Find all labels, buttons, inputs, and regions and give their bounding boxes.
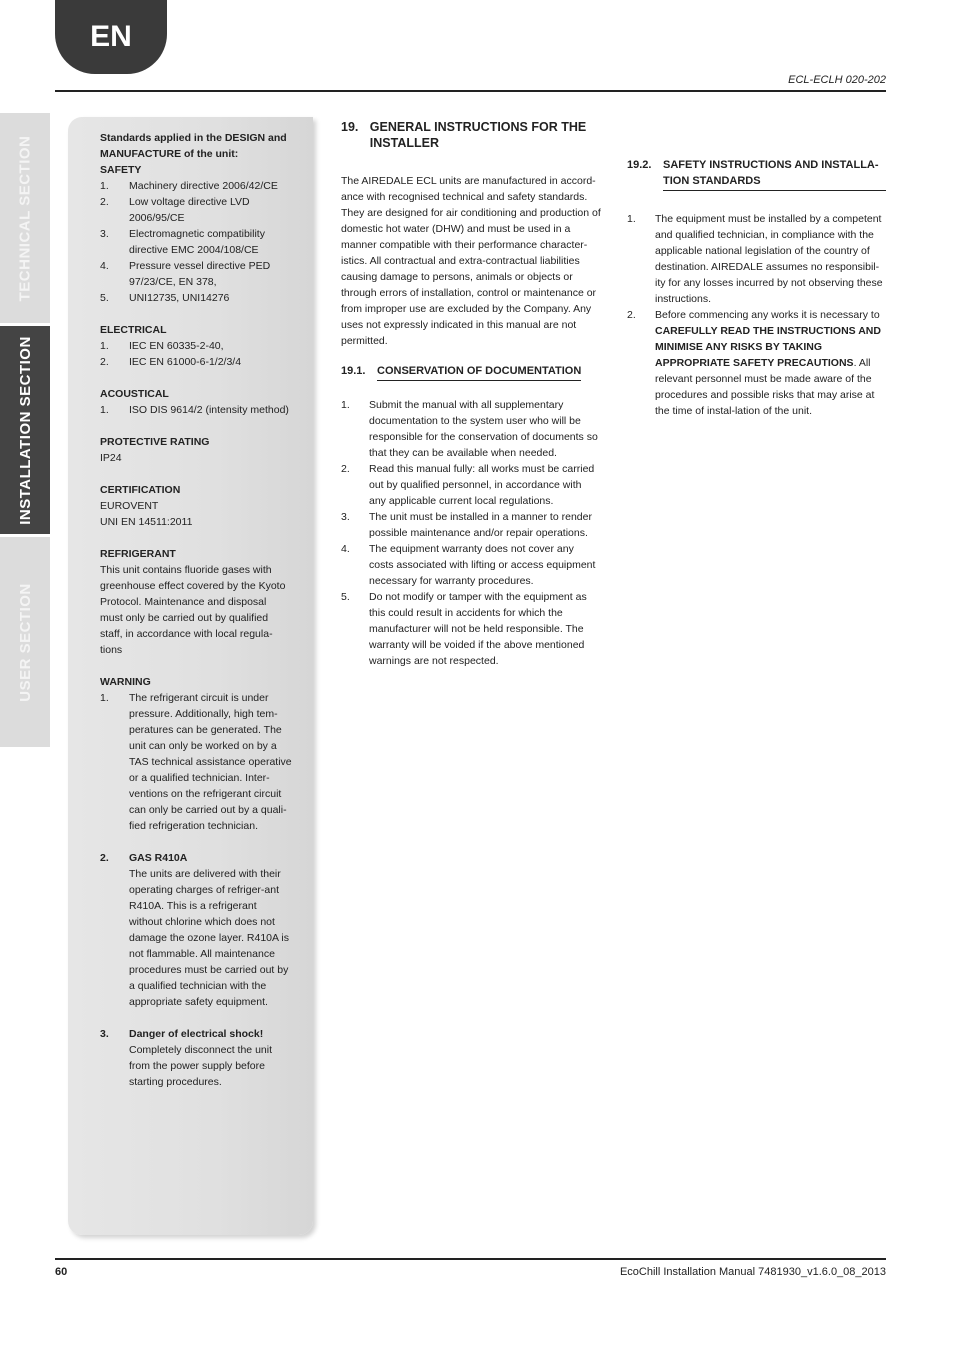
list-item-text: The unit must be installed in a manner to render possible maintenance and/or repair operations. (369, 511, 592, 539)
warning-item-title: Danger of electrical shock! (129, 1028, 264, 1040)
side-tab-user-label: USER SECTION (16, 582, 34, 702)
section-heading (341, 119, 601, 151)
subsection-number: 19.2. (627, 159, 652, 171)
warning-item-text: The refrigerant circuit is under pressure. Additionally, high tem-peratures can be generated. The unit can only be worked on by a TAS technical assistance operative or a qualified technician. Inter-ventions on the refrigerant circuit can only be carried out by a quali-fied refrigeration technician. (129, 692, 292, 832)
documentation-list (341, 397, 601, 669)
list-item-text: Read this manual fully: all works must be carried out by qualified personnel, in accordance with any applicable current local regulations. (369, 463, 595, 507)
list-item (341, 509, 601, 541)
side-tab-installation[interactable] (0, 326, 50, 534)
list-item (100, 402, 292, 418)
warning-item (100, 690, 292, 834)
main-column (341, 119, 601, 669)
list-item-number: 5. (341, 591, 350, 603)
page-number: 60 (55, 1266, 68, 1278)
list-item-text: Do not modify or tamper with the equipment as this could result in accidents for which the manufacturer will not be held responsible. The warranty will be voided if the above mentioned warnings are not respected. (369, 591, 587, 667)
list-item-number: 3. (100, 228, 109, 240)
list-item-text: The equipment warranty does not cover any costs associated with lifting or access equipment necessary for warranty procedures. (369, 543, 596, 587)
list-item-number: 1. (100, 180, 109, 192)
list-item-text: Pressure vessel directive PED 97/23/CE, EN 378, (129, 260, 271, 288)
side-tab-technical[interactable] (0, 113, 50, 323)
list-item (100, 354, 292, 370)
list-item-number: 2. (100, 356, 109, 368)
warning-item-number: 3. (100, 1028, 109, 1040)
section-number: 19. (341, 120, 359, 134)
list-item (341, 397, 601, 461)
manual-reference: EcoChill Installation Manual 7481930_v1.6.0_08_2013 (619, 1266, 886, 1278)
list-item-number: 1. (341, 399, 350, 411)
certification-line: EUROVENT (100, 500, 159, 512)
list-item-text (655, 307, 886, 419)
refrigerant-text: This unit contains fluoride gases with greenhouse effect covered by the Kyoto Protocol. Maintenance and disposal must only be carried out by qualified staff, in accordance with local regula-tions (100, 564, 286, 656)
side-tab-user[interactable] (0, 537, 50, 747)
list-item-number: 4. (100, 260, 109, 272)
warning-item-number: 1. (100, 692, 109, 704)
protective-heading: PROTECTIVE RATING (100, 436, 210, 448)
list-item (341, 589, 601, 669)
warning-item-text: Completely disconnect the unit from the power supply before starting procedures. (129, 1044, 272, 1088)
warning-item-number: 2. (100, 852, 109, 864)
side-tab-installation-label: INSTALLATION SECTION (16, 335, 34, 525)
list-item-text: Submit the manual with all supplementary documentation to the system user who will be responsible for the conservation of documents so that they can be available when needed. (369, 399, 598, 459)
electrical-heading: ELECTRICAL (100, 324, 167, 336)
list-item (100, 290, 292, 306)
list-item-number: 1. (100, 404, 109, 416)
warning-item-title: GAS R410A (129, 852, 188, 864)
list-item-number: 1. (627, 213, 636, 225)
subsection-heading (341, 363, 601, 381)
list-item-number: 4. (341, 543, 350, 555)
subsection-number: 19.1. (341, 365, 366, 377)
language-tab (55, 0, 167, 74)
list-item (341, 461, 601, 509)
list-item-number: 2. (100, 196, 109, 208)
document-code: ECL-ECLH 020-202 (788, 74, 886, 86)
list-item (100, 178, 292, 194)
safety-list (100, 178, 292, 306)
list-item-text-pre: Before commencing any works it is necessary to (655, 309, 880, 321)
list-item (100, 258, 292, 290)
refrigerant-heading: REFRIGERANT (100, 548, 176, 560)
list-item-text: Machinery directive 2006/42/CE (129, 180, 278, 192)
list-item (341, 541, 601, 589)
list-item-text-post: . All relevant personnel must be made aware of the procedures and possible risks that may arise at the time of instal-lation of the unit. (655, 357, 875, 417)
section-title: GENERAL INSTRUCTIONS FOR THE INSTALLER (369, 120, 587, 150)
list-item-number: 2. (341, 463, 350, 475)
warning-item (100, 1026, 292, 1090)
safety-heading: SAFETY (100, 164, 142, 176)
list-item-text-emphasis: CAREFULLY READ THE INSTRUCTIONS AND MINIMISE ANY RISKS BY TAKING APPROPRIATE SAFETY PRECAUTIONS (655, 325, 881, 369)
list-item-number: 5. (100, 292, 109, 304)
list-item-text: The equipment must be installed by a competent and qualified technician, in compliance with the applicable national legislation of the country of destination. AIREDALE assumes no responsibil-ity for any losses incurred by not observing these instructions. (655, 213, 883, 305)
standards-panel-content (100, 130, 292, 1106)
list-item-number: 1. (100, 340, 109, 352)
list-item-text: UNI12735, UNI14276 (129, 292, 230, 304)
protective-value: IP24 (100, 452, 122, 464)
list-item (100, 226, 292, 258)
header-rule (55, 90, 886, 92)
acoustical-list (100, 402, 292, 418)
subsection-title: SAFETY INSTRUCTIONS AND INSTALLA-TION STANDARDS (663, 157, 886, 191)
list-item-text: Low voltage directive LVD 2006/95/CE (129, 196, 250, 224)
acoustical-heading: ACOUSTICAL (100, 388, 169, 400)
warning-item (100, 850, 292, 1010)
right-column (627, 157, 886, 419)
list-item-number: 2. (627, 309, 636, 321)
list-item-text: Electromagnetic compatibility directive EMC 2004/108/CE (129, 228, 265, 256)
list-item (100, 194, 292, 226)
electrical-list (100, 338, 292, 370)
list-item-text: IEC EN 61000-6-1/2/3/4 (129, 356, 242, 368)
list-item-text: ISO DIS 9614/2 (intensity method) (129, 404, 289, 416)
footer-rule (55, 1258, 886, 1260)
warning-item-text: The units are delivered with their operating charges of refriger-ant R410A. This is a refrigerant without chlorine which does not damage the ozone layer. R410A is not flammable. All maintenance procedures must be carried out by a qualified technician with the appropriate safety equipment. (129, 868, 289, 1008)
subsection-heading (627, 157, 886, 191)
certification-line: UNI EN 14511:2011 (100, 516, 193, 528)
list-item (627, 307, 886, 419)
section-intro: The AIREDALE ECL units are manufactured in accord-ance with recognised technical and safety standards. They are designed for air conditioning and production of domestic hot water (DHW) and must be used in a manner compatible with their performance character-istics. All contractual and extra-contractual liabilities causing damage to persons, animals or objects or through errors of installation, control or maintenance or from improper use are excluded by the Company. Any uses not expressly indicated in this manual are not permitted. (341, 175, 601, 347)
warning-heading: WARNING (100, 676, 151, 688)
list-item (100, 338, 292, 354)
standards-intro: Standards applied in the DESIGN and MANUFACTURE of the unit: (100, 132, 287, 160)
list-item-number: 3. (341, 511, 350, 523)
subsection-title: CONSERVATION OF DOCUMENTATION (377, 363, 581, 381)
list-item (627, 211, 886, 307)
list-item-text: IEC EN 60335-2-40, (129, 340, 224, 352)
language-label: EN (90, 20, 132, 53)
side-tab-technical-label: TECHNICAL SECTION (16, 135, 34, 301)
certification-heading: CERTIFICATION (100, 484, 181, 496)
